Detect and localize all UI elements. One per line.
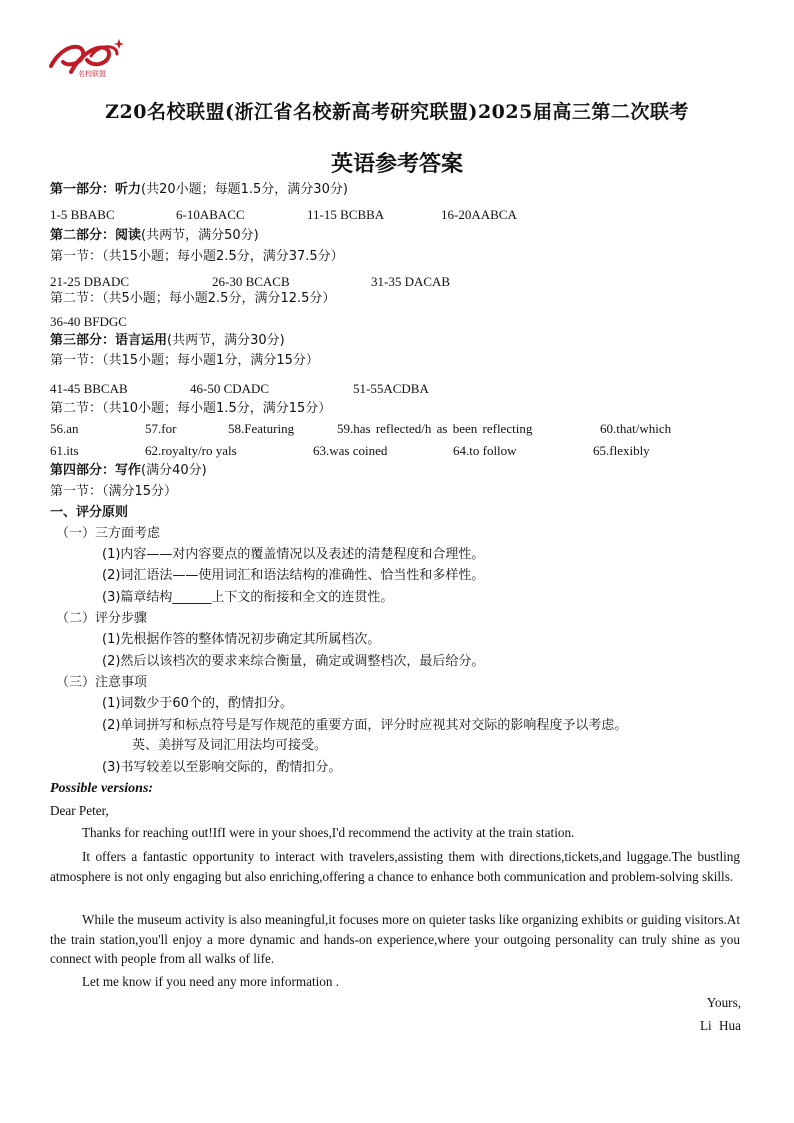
part1-answer-2: 6-10ABACC [176, 207, 245, 222]
criteria-heading-3: （三）注意事项 [56, 675, 148, 690]
gap-answer-58: 58.Featuring [228, 421, 295, 436]
principles-title: 一、评分原则 [50, 505, 129, 520]
part3-heading: 第三部分：语言运用 [50, 333, 168, 348]
part2-answer-4: 36-40 BFDGC [50, 314, 127, 329]
part3-answer-2: 46-50 CDADC [190, 381, 270, 396]
criteria-item: (2)单词拼写和标点符号是写作规范的重要方面，评分时应视其对交际的影响程度予以考虑。 [102, 718, 628, 733]
gap-answer-62: 62.royalty/ro yals [145, 443, 237, 458]
criteria-item: (3)书写较差以至影响交际的，酌情扣分。 [102, 760, 342, 775]
criteria-heading-1: （一）三方面考虑 [56, 526, 161, 541]
part4-line [50, 463, 207, 479]
criteria-item: (1)词数少于60个的，酌情扣分。 [102, 696, 293, 711]
letter-paragraph: Thanks for reaching out!IfI were in your shoes,I'd recommend the activity at the train station. [82, 825, 575, 840]
part1-detail: (共20小题；每题1.5分，满分30分) [141, 182, 348, 197]
letter-paragraph: While the museum activity is also meaningful,it focuses more on quieter tasks like organizing exhibits or guiding visitors.At the train station,you'll enjoy a more dynamic and hands-on experience,where your outgoing personality can truly shine as you connect with people from all walks of life. [50, 912, 740, 966]
part2-heading: 第二部分：阅读 [50, 228, 142, 243]
part1-answer-3: 11-15 BCBBA [307, 207, 385, 222]
part1-answer-1: 1-5 BBABC [50, 207, 115, 222]
part2-answer-2: 26-30 BCACB [212, 274, 290, 289]
gap-answer-57: 57.for [145, 421, 177, 436]
logo-text: 名校联盟 [78, 70, 106, 78]
part3-answer-3: 51-55ACDBA [353, 381, 429, 396]
criteria-item: (2)然后以该档次的要求来综合衡量，确定或调整档次，最后给分。 [102, 654, 485, 669]
criteria-item: (1)先根据作答的整体情况初步确定其所属档次。 [102, 632, 381, 647]
criteria-item: (1)内容——对内容要点的覆盖情况以及表述的清楚程度和合理性。 [102, 547, 485, 562]
part3-line [50, 333, 285, 349]
part2-sec2: 第二节：（共5小题；每小题2.5分，满分12.5分） [50, 291, 336, 306]
part3-answer-1: 41-45 BBCAB [50, 381, 128, 396]
gap-answer-60: 60.that/which [600, 421, 672, 436]
part2-detail: (共两节，满分50分) [141, 228, 259, 243]
gap-answer-56: 56.an [50, 421, 79, 436]
part4-heading: 第四部分：写作 [50, 463, 142, 478]
part1-line [50, 182, 348, 198]
part2-sec1: 第一节：（共15小题；每小题2.5分，满分37.5分） [50, 249, 344, 264]
page-subtitle: 英语参考答案 [330, 152, 463, 177]
letter-paragraph: Let me know if you need any more information . [82, 974, 340, 989]
part3-detail: (共两节，满分30分) [167, 333, 285, 348]
part2-answer-1: 21-25 DBADC [50, 274, 130, 289]
part2-line [50, 228, 259, 244]
criteria-item: (3)篇章结构______上下文的衔接和全文的连贯性。 [102, 590, 394, 605]
gap-answer-61: 61.its [50, 443, 79, 458]
part2-answer-3: 31-35 DACAB [371, 274, 451, 289]
criteria-item: (2)词汇语法——使用词汇和语法结构的准确性、恰当性和多样性。 [102, 568, 485, 583]
part4-sec1: 第一节：（满分15分） [50, 484, 178, 499]
gap-answer-65: 65.flexibly [593, 443, 650, 458]
part1-heading: 第一部分：听力 [50, 182, 142, 197]
criteria-item: 英、美拼写及词汇用法均可接受。 [132, 738, 328, 753]
page-title: Z20名校联盟(浙江省名校新高考研究联盟)2025届高三第二次联考 [105, 101, 689, 123]
letter-greeting: Dear Peter, [50, 803, 109, 818]
letter-signature: Li Hua [700, 1018, 741, 1033]
part1-answer-4: 16-20AABCA [441, 207, 517, 222]
gap-answer-59: 59.has reflected/h as been reflecting [337, 421, 533, 436]
part3-sec1: 第一节：（共15小题；每小题1分，满分15分） [50, 353, 319, 368]
letter-paragraph: It offers a fantastic opportunity to interact with travelers,assisting them with directions,tickets,and luggage.The bustling atmosphere is not only engaging but also enriching,offering a chance to enhance both communication and problem-solving skills. [50, 849, 740, 884]
logo [47, 36, 129, 84]
criteria-heading-2: （二）评分步骤 [56, 611, 148, 626]
part3-sec2: 第二节：（共10小题；每小题1.5分，满分15分） [50, 401, 332, 416]
gap-answer-64: 64.to follow [453, 443, 517, 458]
part4-detail: (满分40分) [141, 463, 207, 478]
gap-answer-63: 63.was coined [313, 443, 388, 458]
possible-versions-label: Possible versions: [50, 781, 154, 796]
letter-closing: Yours, [706, 995, 741, 1010]
